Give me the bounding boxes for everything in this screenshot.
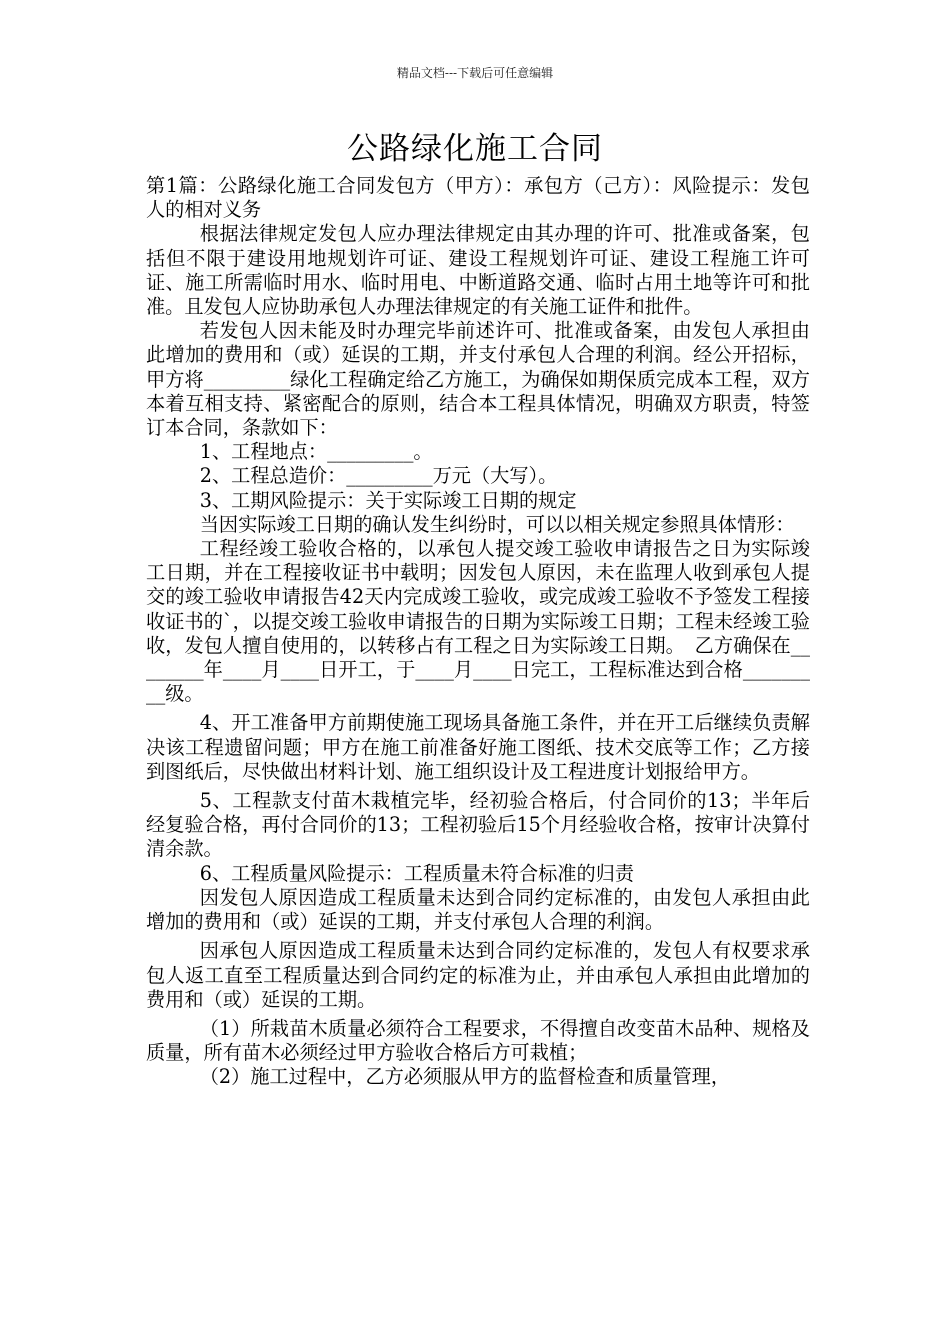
paragraph: 工程经竣工验收合格的，以承包人提交竣工验收申请报告之日为实际竣工日期，并在工程接收证书中载明；因发包人原因，未在监理人收到承包人提交的竣工验收申请报告42天内完成竣工验收，或完成竣工验收不予签发工程接收证书的`，以提交竣工验收申请报告的日期为实际竣工日期；工程未经竣工验收，发包人擅自使用的，以转移占有工程之日为实际竣工日期。 乙方确保在________年____月____日开工，于____月____日完工，工程标准达到合格_________级。 [146,537,810,706]
page-header: 精品文档---下载后可任意编辑 [396,66,554,80]
clause-item: 4、开工准备甲方前期使施工现场具备施工条件，并在开工后继续负责解决该工程遗留问题；甲方在施工前准备好施工图纸、技术交底等工作；乙方接到图纸后，尽快做出材料计划、施工组织设计及工程进度计划报给甲方。 [146,711,810,783]
paragraph: 根据法律规定发包人应办理法律规定由其办理的许可、批准或备案，包括但不限于建设用地规划许可证、建设工程规划许可证、建设工程施工许可证、施工所需临时用水、临时用电、中断道路交通、临时占用土地等许可和批准。且发包人应协助承包人办理法律规定的有关施工证件和批件。 [146,222,810,319]
clause-item: 6、工程质量风险提示：工程质量未符合标准的归责 [199,861,635,885]
document-title: 公路绿化施工合同 [347,131,603,167]
document-body [146,174,810,1090]
sub-clause: （1）所栽苗木质量必须符合工程要求，不得擅自改变苗木品种、规格及质量，所有苗木必须经过甲方验收合格后方可栽植； [146,1016,810,1065]
paragraph: 当因实际竣工日期的确认发生纠纷时，可以以相关规定参照具体情形： [199,512,795,536]
paragraph: 若发包人因未能及时办理完毕前述许可、批准或备案，由发包人承担由此增加的费用和（或）延误的工期，并支付承包人合理的利润。经公开招标，甲方将_________绿化工程确定给乙方施工，为确保如期保质完成本工程，双方本着互相支持、紧密配合的原则，结合本工程具体情况，明确双方职责，特签订本合同，条款如下： [146,319,810,440]
sub-clause: （2）施工过程中，乙方必须服从甲方的监督检查和质量管理， [199,1065,731,1089]
clause-item: 3、工期风险提示：关于实际竣工日期的规定 [199,488,577,512]
paragraph: 因发包人原因造成工程质量未达到合同约定标准的，由发包人承担由此增加的费用和（或）延误的工期，并支付承包人合理的利润。 [146,885,810,934]
clause-item: 2、工程总造价：_________万元（大写）。 [199,464,558,488]
clause-item: 1、工程地点：_________。 [199,440,433,464]
paragraph-intro: 第1篇：公路绿化施工合同发包方（甲方）：承包方（己方）：风险提示：发包人的相对义务 [146,174,810,222]
paragraph: 因承包人原因造成工程质量未达到合同约定标准的，发包人有权要求承包人返工直至工程质量达到合同约定的标准为止，并由承包人承担由此增加的费用和（或）延误的工期。 [146,939,810,1011]
clause-item: 5、工程款支付苗木栽植完毕，经初验合格后，付合同价的13；半年后经复验合格，再付合同价的13；工程初验后15个月经验收合格，按审计决算付清余款。 [146,789,810,861]
